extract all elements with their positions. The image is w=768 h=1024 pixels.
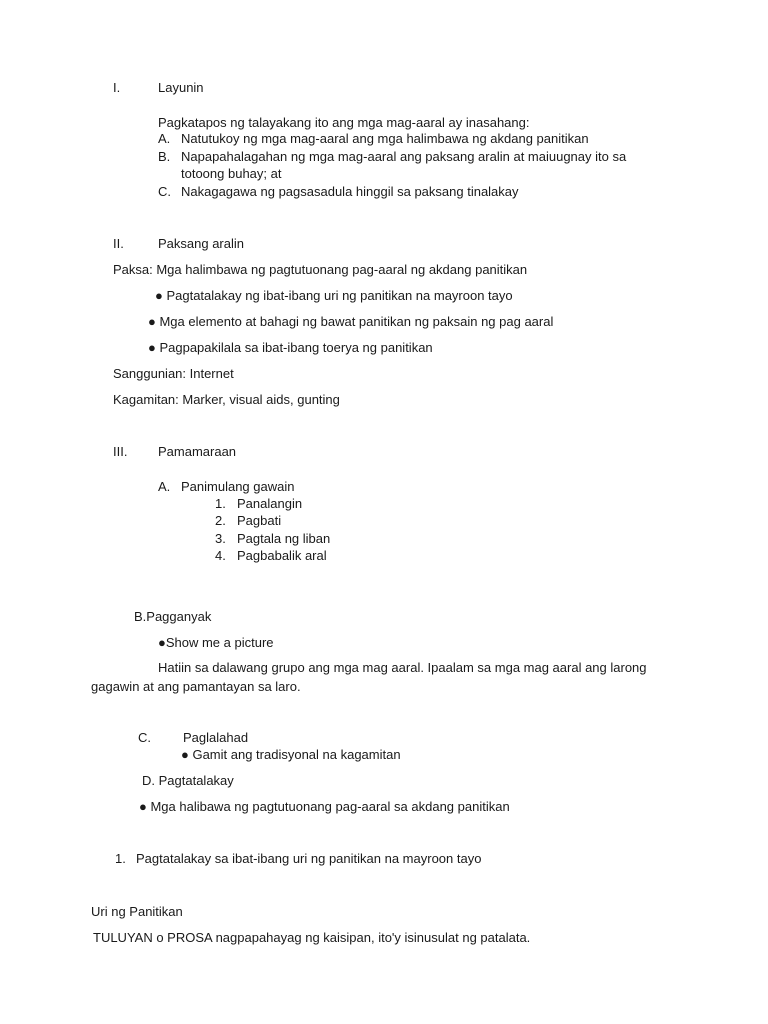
- tuluyan-line: TULUYAN o PROSA nagpapahayag ng kaisipan, ito'y isinusulat ng patalata.: [93, 930, 531, 945]
- topic-bullet-3: ● Pagpapakilala sa ibat-ibang toerya ng panitikan: [148, 340, 433, 355]
- subsection-c-title: Paglalahad: [183, 730, 249, 745]
- uri-heading: Uri ng Panitikan: [91, 904, 183, 919]
- section-2-heading: Paksang aralin: [158, 236, 244, 251]
- subsection-c-bullet: ● Gamit ang tradisyonal na kagamitan: [181, 747, 401, 762]
- objective-b-letter: B.: [158, 149, 171, 164]
- objectives-intro: Pagkatapos ng talayakang ito ang mga mag-aaral ay inasahang:: [158, 115, 530, 130]
- objective-b-text: Napapahalagahan ng mga mag-aaral ang paksang aralin at maiuugnay ito sa: [181, 149, 627, 164]
- step-1-num: 1.: [215, 496, 226, 511]
- subsection-b-title: B.Pagganyak: [134, 609, 212, 624]
- discussion-item-1-text: Pagtatalakay sa ibat-ibang uri ng panitikan na mayroon tayo: [136, 851, 482, 866]
- step-3-text: Pagtala ng liban: [237, 531, 331, 546]
- subsection-b-paragraph-line-1: Hatiin sa dalawang grupo ang mga mag aaral. Ipaalam sa mga mag aaral ang larong: [158, 660, 647, 675]
- section-3-heading: Pamamaraan: [158, 444, 237, 459]
- subsection-d-title: D. Pagtatalakay: [142, 773, 234, 788]
- section-3-numeral: III.: [113, 444, 128, 459]
- topic-bullet-2: ● Mga elemento at bahagi ng bawat panitikan ng paksain ng pag aaral: [148, 314, 554, 329]
- subsection-d-bullet: ● Mga halibawa ng pagtutuonang pag-aaral sa akdang panitikan: [139, 799, 510, 814]
- discussion-item-1-num: 1.: [115, 851, 126, 866]
- step-2-num: 2.: [215, 513, 226, 528]
- section-1-heading: Layunin: [158, 80, 204, 95]
- paksa-line: Paksa: Mga halimbawa ng pagtutuonang pag-aaral ng akdang panitikan: [113, 262, 528, 277]
- step-4-text: Pagbabalik aral: [237, 548, 327, 563]
- objective-c-letter: C.: [158, 184, 171, 199]
- step-2-text: Pagbati: [237, 513, 282, 528]
- sanggunian-line: Sanggunian: Internet: [113, 366, 234, 381]
- objective-a-letter: A.: [158, 131, 171, 146]
- objective-a-text: Natutukoy ng mga mag-aaral ang mga halimbawa ng akdang panitikan: [181, 131, 589, 146]
- subsection-a-title: Panimulang gawain: [181, 479, 295, 494]
- subsection-b-paragraph-line-2: gagawin at ang pamantayan sa laro.: [91, 679, 301, 694]
- subsection-c-letter: C.: [138, 730, 151, 745]
- kagamitan-line: Kagamitan: Marker, visual aids, gunting: [113, 392, 340, 407]
- subsection-b-bullet: ●Show me a picture: [158, 635, 274, 650]
- step-4-num: 4.: [215, 548, 226, 563]
- objective-b-continuation: totoong buhay; at: [181, 166, 282, 181]
- topic-bullet-1: ● Pagtatalakay ng ibat-ibang uri ng panitikan na mayroon tayo: [155, 288, 513, 303]
- objective-c-text: Nakagagawa ng pagsasadula hinggil sa paksang tinalakay: [181, 184, 519, 199]
- section-2-numeral: II.: [113, 236, 124, 251]
- section-1-numeral: I.: [113, 80, 121, 95]
- step-3-num: 3.: [215, 531, 226, 546]
- step-1-text: Panalangin: [237, 496, 303, 511]
- subsection-a-letter: A.: [158, 479, 171, 494]
